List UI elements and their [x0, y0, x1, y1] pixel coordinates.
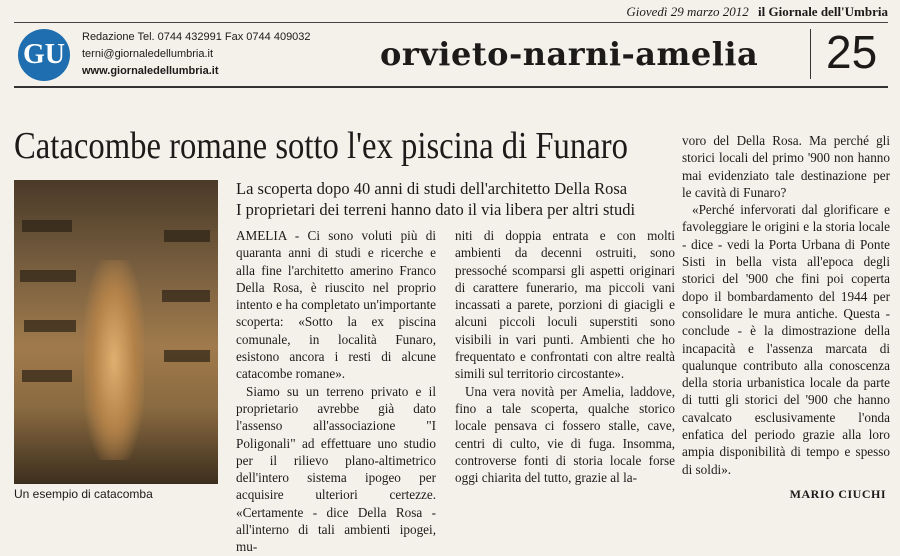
photo-niche: [22, 370, 72, 382]
subhead-line-2: I proprietari dei terreni hanno dato il via libera per altri studi: [236, 200, 636, 219]
photo-niche: [20, 270, 76, 282]
photo-niche: [162, 290, 210, 302]
paragraph: voro del Della Rosa. Ma perché gli storici locali del primo '900 non hanno mai evidenziato tale destinazione per le cavità di Funaro?: [682, 133, 890, 200]
page-number: 25: [826, 26, 878, 78]
photo-niche: [164, 230, 210, 242]
article-column-2: [455, 227, 675, 486]
photo-niche: [22, 220, 72, 232]
contact-email: terni@giornaledellumbria.it: [82, 48, 214, 60]
article-byline: MARIO CIUCHI: [789, 487, 886, 501]
catacomb-photo: [14, 180, 218, 484]
contact-block: [82, 29, 311, 80]
masthead: [14, 22, 888, 85]
photo-niche: [24, 320, 76, 332]
header-rule: [14, 86, 888, 88]
newspaper-logo-icon: GU: [18, 29, 70, 81]
dateline: [626, 4, 888, 20]
section-title: orvieto-narni-amelia: [380, 35, 759, 73]
paragraph: Una vera novità per Amelia, laddove, fino a tale scoperta, qualche storico locale pensava ci fossero stalle, cave, centri di culto, vie di fuga. Insomma, controverse fonti di storia locale forse oggi chiarita del tutto, grazie al la-: [455, 383, 675, 486]
photo-caption: Un esempio di catacomba: [14, 487, 153, 501]
contact-phone: Redazione Tel. 0744 432991 Fax 0744 409032: [82, 31, 311, 43]
subhead-line-1: La scoperta dopo 40 anni di studi dell'architetto Della Rosa: [236, 179, 628, 198]
photo-tunnel-glow: [84, 260, 144, 460]
newspaper-name: il Giornale dell'Umbria: [758, 4, 888, 19]
paragraph: «Perché infervorati dal glorificare e favoleggiare le origini e la storia locale - dice - vedi la Porta Urbana di Ponte Sisti in bella vista all'epoca degli storici del '900 che fini poi coperta dopo il bombardamento del 1944 per consolidare le mura antiche. Questa - conclude - è la dimostrazione della incapacità e l'assenza marcata di qualunque contributo alla conoscenza della storia urbanistica locale da parte di tutti gli storici del '900 che hanno cavalcato esclusivamente l'onda enfatica del periodo grazie alla loro ampia disponibilità di tempo e spesso di soldi».: [682, 202, 890, 477]
paragraph: niti di doppia entrata e con molti ambienti da decenni ostruiti, sono pressoché scomparsi gli aspetti originari di carattere funerario, ma piccoli vani incassati a parete, porzioni di giacigli e alcuni piccoli loculi superstiti sono visibili in vari punti. Ambienti che ho frequentato e confrontati con altre realtà simili sul territorio circostante».: [455, 228, 675, 382]
article-column-1: [236, 227, 436, 556]
article-headline: Catacombe romane sotto l'ex piscina di Funaro: [14, 125, 628, 167]
article-column-3: [682, 132, 890, 478]
page-separator: [810, 29, 811, 79]
paragraph: AMELIA - Ci sono voluti più di quaranta anni di studi e ricerche e alla fine l'architetto amerino Franco Della Rosa, è riuscito nel proprio intento e ha completato un'importante scoperta: «Sotto la ex piscina comunale, in località Funaro, esistono ancora i resti di alcune catacombe romane».: [236, 228, 436, 382]
issue-date: Giovedì 29 marzo 2012: [626, 4, 749, 19]
photo-niche: [164, 350, 210, 362]
article-subhead: [236, 178, 676, 220]
paragraph: Siamo su un terreno privato e il proprietario avrebbe già dato l'assenso all'associazione "I Poligonali" ad effettuare uno studio per il rilievo plano-altimetrico dell'intero sistema ipogeo per acquisire ulteriori certezze. «Certamente - dice Della Rosa - all'interno di tali ambienti ipogei, mu-: [236, 383, 436, 555]
contact-website: www.giornaledellumbria.it: [82, 65, 219, 77]
